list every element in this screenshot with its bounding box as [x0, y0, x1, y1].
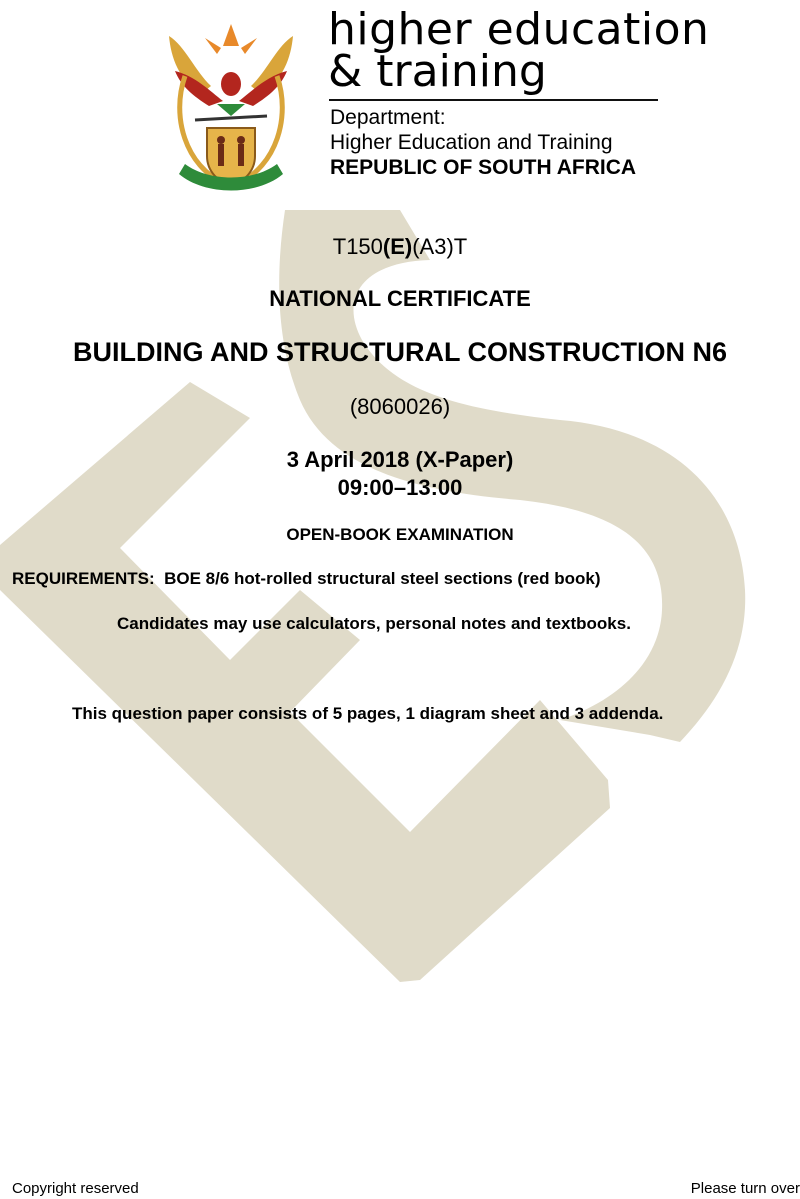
paper-code-language: (E) — [382, 234, 413, 259]
country-name: REPUBLIC OF SOUTH AFRICA — [330, 156, 637, 179]
requirements-text: BOE 8/6 hot-rolled structural steel sections (red book) — [164, 569, 601, 588]
department-name: Higher Education and Training — [330, 131, 613, 154]
exam-time: 09:00–13:00 — [337, 475, 463, 500]
paper-code-prefix: T150 — [332, 234, 383, 259]
subject-title: BUILDING AND STRUCTURAL CONSTRUCTION N6 — [73, 337, 727, 367]
coat-of-arms-icon — [165, 16, 297, 196]
exam-date: 3 April 2018 (X-Paper) — [286, 447, 514, 472]
subject-number: (8060026) — [349, 394, 451, 419]
paper-contents-note: This question paper consists of 5 pages, 1 diagram sheet and 3 addenda. — [72, 704, 664, 723]
copyright-footer: Copyright reserved — [12, 1180, 139, 1197]
requirements-label: REQUIREMENTS: — [12, 569, 155, 588]
certificate-title: NATIONAL CERTIFICATE — [269, 286, 531, 311]
turn-over-footer: Please turn over — [690, 1180, 800, 1197]
exam-type: OPEN-BOOK EXAMINATION — [286, 525, 514, 544]
brand-divider — [329, 99, 658, 101]
brand-line-1: higher education — [328, 4, 710, 55]
requirements — [12, 569, 601, 589]
paper-code — [0, 234, 800, 260]
paper-code-suffix: (A3)T — [412, 234, 468, 259]
department-label: Department: — [330, 106, 446, 129]
candidates-note: Candidates may use calculators, personal notes and textbooks. — [117, 614, 631, 633]
brand-line-2: & training — [328, 46, 547, 97]
